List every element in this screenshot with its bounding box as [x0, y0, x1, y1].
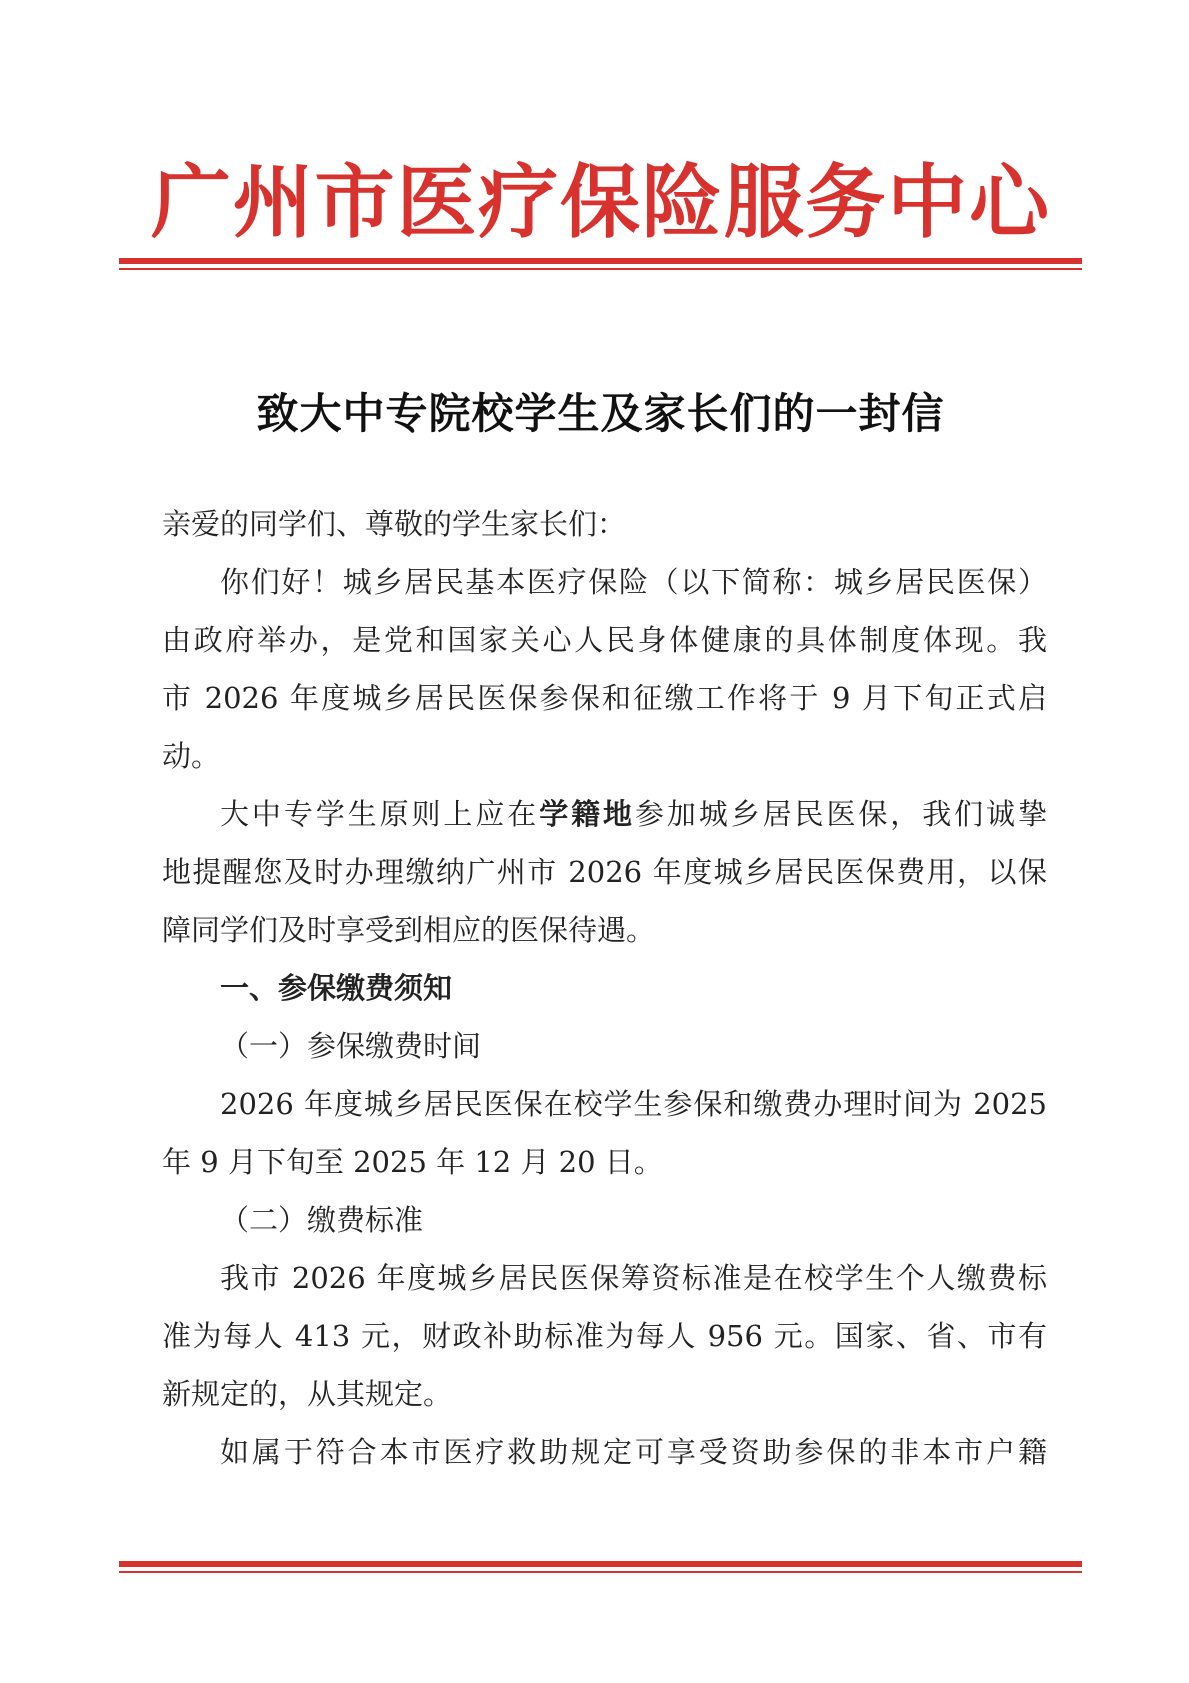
para1-line: 市 2026 年度城乡居民医保参保和征缴工作将于 9 月下旬正式启 [162, 681, 1047, 715]
subsection-heading: （二）缴费标准 [220, 1203, 424, 1237]
para2-text: 大中专学生原则上应在 [220, 797, 540, 831]
letterhead-char: 广 [150, 155, 231, 249]
sub2-para-line: 我市 2026 年度城乡居民医保筹资标准是在校学生个人缴费标 [220, 1261, 1047, 1295]
footer-divider-thick [119, 1561, 1082, 1567]
para1-line: 由政府举办，是党和国家关心人民身体健康的具体制度体现。我 [162, 623, 1047, 657]
para2-text: 参加城乡居民医保，我们诚挚 [634, 797, 1047, 831]
letterhead-char: 州 [232, 155, 313, 249]
footer-divider-thin [119, 1571, 1082, 1573]
sub2-para-line: 新规定的，从其规定。 [162, 1377, 453, 1411]
sub1-para-line: 2026 年度城乡居民医保在校学生参保和缴费办理时间为 2025 [220, 1087, 1047, 1121]
letterhead-char: 心 [969, 155, 1050, 249]
subsection-heading: （一）参保缴费时间 [220, 1029, 482, 1063]
letterhead-char: 市 [314, 155, 395, 249]
letterhead-divider-thick [119, 258, 1082, 264]
letterhead-char: 医 [396, 155, 477, 249]
document-title: 致大中专院校学生及家长们的一封信 [256, 389, 945, 438]
sub1-para-line: 年 9 月下旬至 2025 年 12 月 20 日。 [162, 1145, 663, 1179]
section-heading: 一、参保缴费须知 [220, 971, 453, 1005]
letterhead-char: 中 [887, 155, 968, 249]
letterhead-divider-thin [119, 268, 1082, 270]
letter-body [162, 495, 1047, 1481]
para2-line [162, 785, 1047, 843]
letterhead-char: 保 [559, 155, 640, 249]
letterhead-char: 服 [723, 155, 804, 249]
para1-line: 动。 [162, 739, 221, 773]
letterhead-org-name [150, 152, 1050, 252]
letterhead-char: 险 [641, 155, 722, 249]
sub2-para2-line: 如属于符合本市医疗救助规定可享受资助参保的非本市户籍 [220, 1435, 1047, 1469]
salutation: 亲爱的同学们、尊敬的学生家长们： [162, 507, 627, 541]
letterhead-char: 务 [805, 155, 886, 249]
sub2-para-line: 准为每人 413 元，财政补助标准为每人 956 元。国家、省、市有 [162, 1319, 1047, 1353]
letterhead-char: 疗 [478, 155, 559, 249]
para1-line: 你们好！城乡居民基本医疗保险（以下简称：城乡居民医保） [220, 565, 1047, 599]
para2-line: 障同学们及时享受到相应的医保待遇。 [162, 913, 656, 947]
para2-line: 地提醒您及时办理缴纳广州市 2026 年度城乡居民医保费用，以保 [162, 855, 1047, 889]
emphasis-student-registration-place: 学籍地 [539, 797, 635, 831]
